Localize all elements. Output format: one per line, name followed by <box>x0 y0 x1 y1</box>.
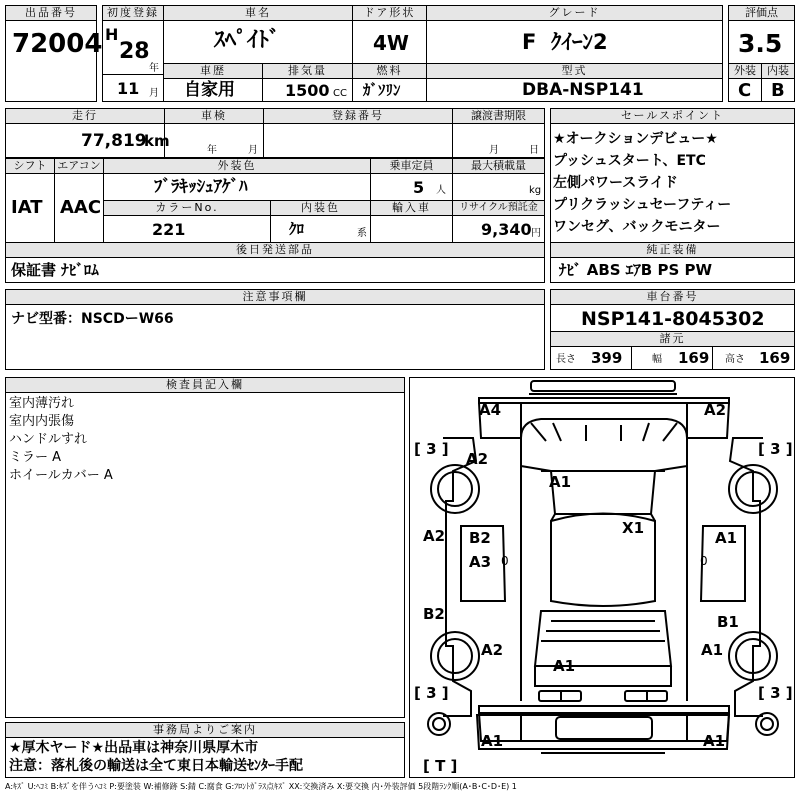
grade-label: グレード <box>426 5 723 21</box>
exterior-color-label: 外装色 <box>103 158 371 174</box>
first-registration-month-cell <box>102 74 164 102</box>
equipment-label: 純正装備 <box>550 242 795 258</box>
interior-color: ｸﾛ <box>289 220 305 238</box>
door-type: 4W <box>373 31 409 55</box>
height-cell <box>712 346 795 370</box>
displacement-label: 排気量 <box>262 63 353 79</box>
inspection-cell <box>164 123 264 158</box>
damage-mark: A2 <box>704 401 727 419</box>
car-diagram-svg <box>410 378 796 779</box>
damage-mark: A4 <box>479 401 502 419</box>
bracket-rear-right: [ 3 ] <box>758 684 793 702</box>
recycle-unit: 円 <box>531 228 541 239</box>
car-name: ｽﾍﾟｲﾄﾞ <box>214 28 281 53</box>
displacement: 1500 <box>285 81 330 100</box>
damage-mark: A1 <box>549 473 572 491</box>
load-label: 最大積載量 <box>452 158 545 174</box>
width: 169 <box>678 349 710 367</box>
width-cell <box>631 346 713 370</box>
sales-point: 左側パワースライド <box>553 175 678 191</box>
score-label: 評価点 <box>728 5 795 21</box>
later-parts-label: 後日発送部品 <box>5 242 545 258</box>
color-number-label: カラーNo. <box>103 200 271 216</box>
inspection-label: 車検 <box>164 108 264 124</box>
interior-label: 内装 <box>761 63 795 79</box>
recycle-label: リサイクル預託金 <box>452 200 545 216</box>
door-cell <box>352 20 427 64</box>
interior-grade-cell <box>761 78 795 102</box>
mileage: 77,819 <box>81 131 147 151</box>
grade-cell <box>426 20 723 64</box>
chassis-label: 車台番号 <box>550 289 795 305</box>
damage-mark: B1 <box>717 613 739 631</box>
inspector-label: 検査員記入欄 <box>5 377 405 393</box>
shift: IAT <box>11 197 43 218</box>
exterior-grade-cell <box>728 78 762 102</box>
mileage-label: 走行 <box>5 108 165 124</box>
interior-color-unit: 系 <box>357 228 367 239</box>
height-label: 高さ <box>725 354 745 365</box>
exterior-color-cell <box>103 173 371 201</box>
interior-color-cell <box>270 215 371 243</box>
specs-label: 諸元 <box>550 331 795 347</box>
exterior-color: ﾌﾞﾗｷｯｼｭｱｹﾞﾊ <box>154 177 248 197</box>
caution-cell <box>5 304 545 370</box>
first-registration-cell <box>102 20 164 75</box>
inspector-note: ミラー A <box>9 450 62 465</box>
bracket-trunk: [ T ] <box>423 757 458 775</box>
sales-point: ワンセグ、バックモニター <box>553 219 721 235</box>
later-parts: 保証書 ﾅﾋﾞﾛﾑ <box>11 261 99 279</box>
length: 399 <box>591 349 623 367</box>
length-label: 長さ <box>556 354 576 365</box>
damage-mark: A2 <box>423 527 446 545</box>
sales-point: プリクラッシュセーフティー <box>553 197 732 213</box>
inspector-note: 室内薄汚れ <box>9 396 75 411</box>
sales-points-label: セールスポイント <box>550 108 795 124</box>
damage-mark: A1 <box>715 529 738 547</box>
capacity-unit: 人 <box>436 185 446 196</box>
damage-mark: A1 <box>701 641 724 659</box>
import-cell <box>370 215 453 243</box>
bracket-front-right: [ 3 ] <box>758 440 793 458</box>
history-label: 車歴 <box>163 63 263 79</box>
equipment: ﾅﾋﾞ ABS ｴｱB PS PW <box>559 261 713 279</box>
color-number: 221 <box>152 220 186 239</box>
interior-color-label: 内装色 <box>270 200 371 216</box>
load-unit: kg <box>529 185 542 196</box>
chassis-cell <box>550 304 795 332</box>
displacement-cell <box>262 78 353 102</box>
office-label: 事務局よりご案内 <box>5 722 405 738</box>
mileage-unit: km <box>144 132 170 150</box>
transfer-month-unit: 月 <box>489 145 499 156</box>
lot-number-cell <box>5 20 103 102</box>
shift-cell <box>5 173 55 243</box>
damage-mark: A3 <box>469 553 492 571</box>
caution-label: 注意事項欄 <box>5 289 545 305</box>
bracket-front-left: [ 3 ] <box>414 440 449 458</box>
grade: F ｸｲｰﾝ2 <box>522 30 608 54</box>
fuel-cell <box>352 78 427 102</box>
door-label: ドア形状 <box>352 5 427 21</box>
capacity: 5 <box>413 178 425 197</box>
damage-mark: B2 <box>423 605 445 623</box>
transfer-label: 譲渡書期限 <box>452 108 545 124</box>
damage-diagram <box>409 377 795 778</box>
mileage-cell <box>5 123 170 158</box>
year-unit: 年 <box>149 63 159 74</box>
interior-grade: B <box>771 80 785 101</box>
legend: A:ｷｽﾞ U:ﾍｺﾐ B:ｷｽﾞを伴うﾍｺﾐ P:要塗装 W:補修跡 S:錆 C:腐食 G:ﾌﾛﾝﾄｶﾞﾗｽ点ｷｽﾞ XX:交換済み X:要交換 内･外装評価 5段階ﾗﾝｸ順(A･B･C･D･E) 1 <box>5 782 517 791</box>
damage-mark: X1 <box>622 519 645 537</box>
first-registration-year: 28 <box>119 39 150 64</box>
lot-number-label: 出品番号 <box>5 5 97 21</box>
damage-mark: A1 <box>553 657 576 675</box>
plate-cell <box>263 123 453 158</box>
inspector-note: ホイールカバー A <box>9 468 113 483</box>
sales-point: ★オークションデビュー★ <box>553 131 718 147</box>
later-parts-cell <box>5 257 545 283</box>
inspector-note: ハンドルすれ <box>9 432 88 447</box>
damage-mark: A1 <box>703 732 726 750</box>
transfer-day-unit: 日 <box>529 145 539 156</box>
inspection-month-unit: 月 <box>248 145 258 156</box>
sales-point: プッシュスタート、ETC <box>553 153 706 169</box>
first-registration-month: 11 <box>117 79 140 98</box>
caution-note: ナビ型番：NSCDーW66 <box>11 311 174 327</box>
lot-number: 72004 <box>12 29 103 59</box>
month-unit: 月 <box>149 88 159 99</box>
office-line-2: 注意：落札後の輸送は全て東日本輸送ｾﾝﾀｰ手配 <box>9 758 303 774</box>
import-label: 輸入車 <box>370 200 453 216</box>
length-cell <box>550 346 632 370</box>
transfer-cell <box>452 123 545 158</box>
history-cell <box>163 78 263 102</box>
height: 169 <box>759 349 791 367</box>
first-registration-label: 初度登録 <box>102 5 164 21</box>
inspector-notes <box>5 392 405 718</box>
damage-mark: A2 <box>481 641 504 659</box>
fuel-label: 燃料 <box>352 63 427 79</box>
car-name-label: 車名 <box>163 5 353 21</box>
era: H <box>105 25 119 44</box>
inspector-note: 室内内張傷 <box>9 414 75 429</box>
door-handle-mark: 0 <box>501 554 509 568</box>
capacity-label: 乗車定員 <box>370 158 453 174</box>
score: 3.5 <box>738 29 783 58</box>
door-handle-mark: 0 <box>700 554 708 568</box>
model: DBA-NSP141 <box>522 80 644 100</box>
score-cell <box>728 20 795 64</box>
inspection-year-unit: 年 <box>207 145 217 156</box>
exterior-grade: C <box>738 80 752 101</box>
shift-label: シフト <box>5 158 55 174</box>
color-number-cell <box>103 215 271 243</box>
model-label: 型式 <box>426 63 723 79</box>
damage-mark: A1 <box>481 732 504 750</box>
plate-label: 登録番号 <box>263 108 453 124</box>
damage-mark: A2 <box>466 450 489 468</box>
chassis-number: NSP141-8045302 <box>581 308 765 330</box>
office-line-1: ★厚木ヤード★出品車は神奈川県厚木市 <box>9 740 259 756</box>
displacement-unit: CC <box>333 88 347 99</box>
equipment-cell <box>550 257 795 283</box>
ac-cell <box>54 173 104 243</box>
office-notice <box>5 737 405 778</box>
ac: AAC <box>60 197 102 218</box>
sales-points <box>550 123 795 243</box>
exterior-label: 外装 <box>728 63 762 79</box>
bracket-rear-left: [ 3 ] <box>414 684 449 702</box>
recycle-cell <box>452 215 545 243</box>
width-label: 幅 <box>652 354 662 365</box>
history: 自家用 <box>184 80 235 100</box>
model-cell <box>426 78 723 102</box>
load-cell <box>452 173 545 201</box>
damage-mark: B2 <box>469 529 491 547</box>
capacity-cell <box>370 173 453 201</box>
recycle-fee: 9,340 <box>481 220 532 239</box>
car-name-cell <box>163 20 353 64</box>
fuel: ｶﾞｿﾘﾝ <box>363 81 401 99</box>
ac-label: エアコン <box>54 158 104 174</box>
